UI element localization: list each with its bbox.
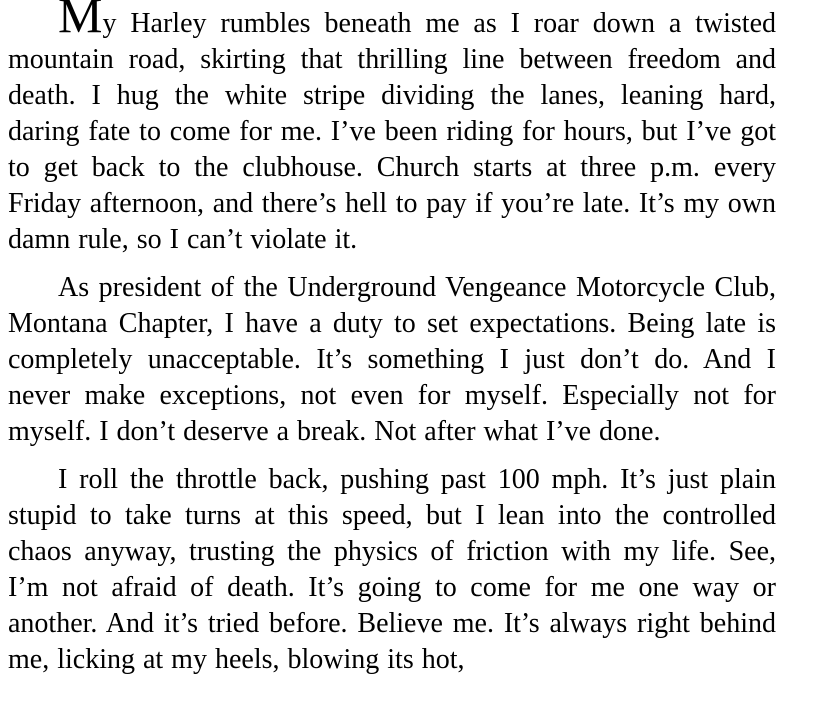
paragraph-1 — [8, 0, 776, 258]
paragraph-2: As president of the Underground Vengeance Motorcycle Club, Montana Chapter, I have a duty to set expectations. Being late is completely unacceptable. It’s something I just don’t do. And I never make exceptions, not even for myself. Especially not for myself. I don’t deserve a break. Not after what I’ve done. — [8, 272, 776, 447]
paragraph-3: I roll the throttle back, pushing past 100 mph. It’s just plain stupid to take turns at this speed, but I lean into the controlled chaos anyway, trusting the physics of friction with my life. See, I’m not afraid of death. It’s going to come for me one way or another. And it’s tried before. Believe me. It’s always right behind me, licking at my heels, blowing its hot, — [8, 464, 776, 675]
initial-capital-letter: M — [58, 0, 103, 43]
paragraph-1-text: y Harley rumbles beneath me as I roar down a twisted mountain road, skirting that thrilling line between freedom and death. I hug the white stripe dividing the lanes, leaning hard, daring fate to come for me. I’ve been riding for hours, but I’ve got to get back to the clubhouse. Church starts at three p.m. every Friday afternoon, and there’s hell to pay if you’re late. It’s my own damn rule, so I can’t violate it. — [8, 8, 776, 255]
